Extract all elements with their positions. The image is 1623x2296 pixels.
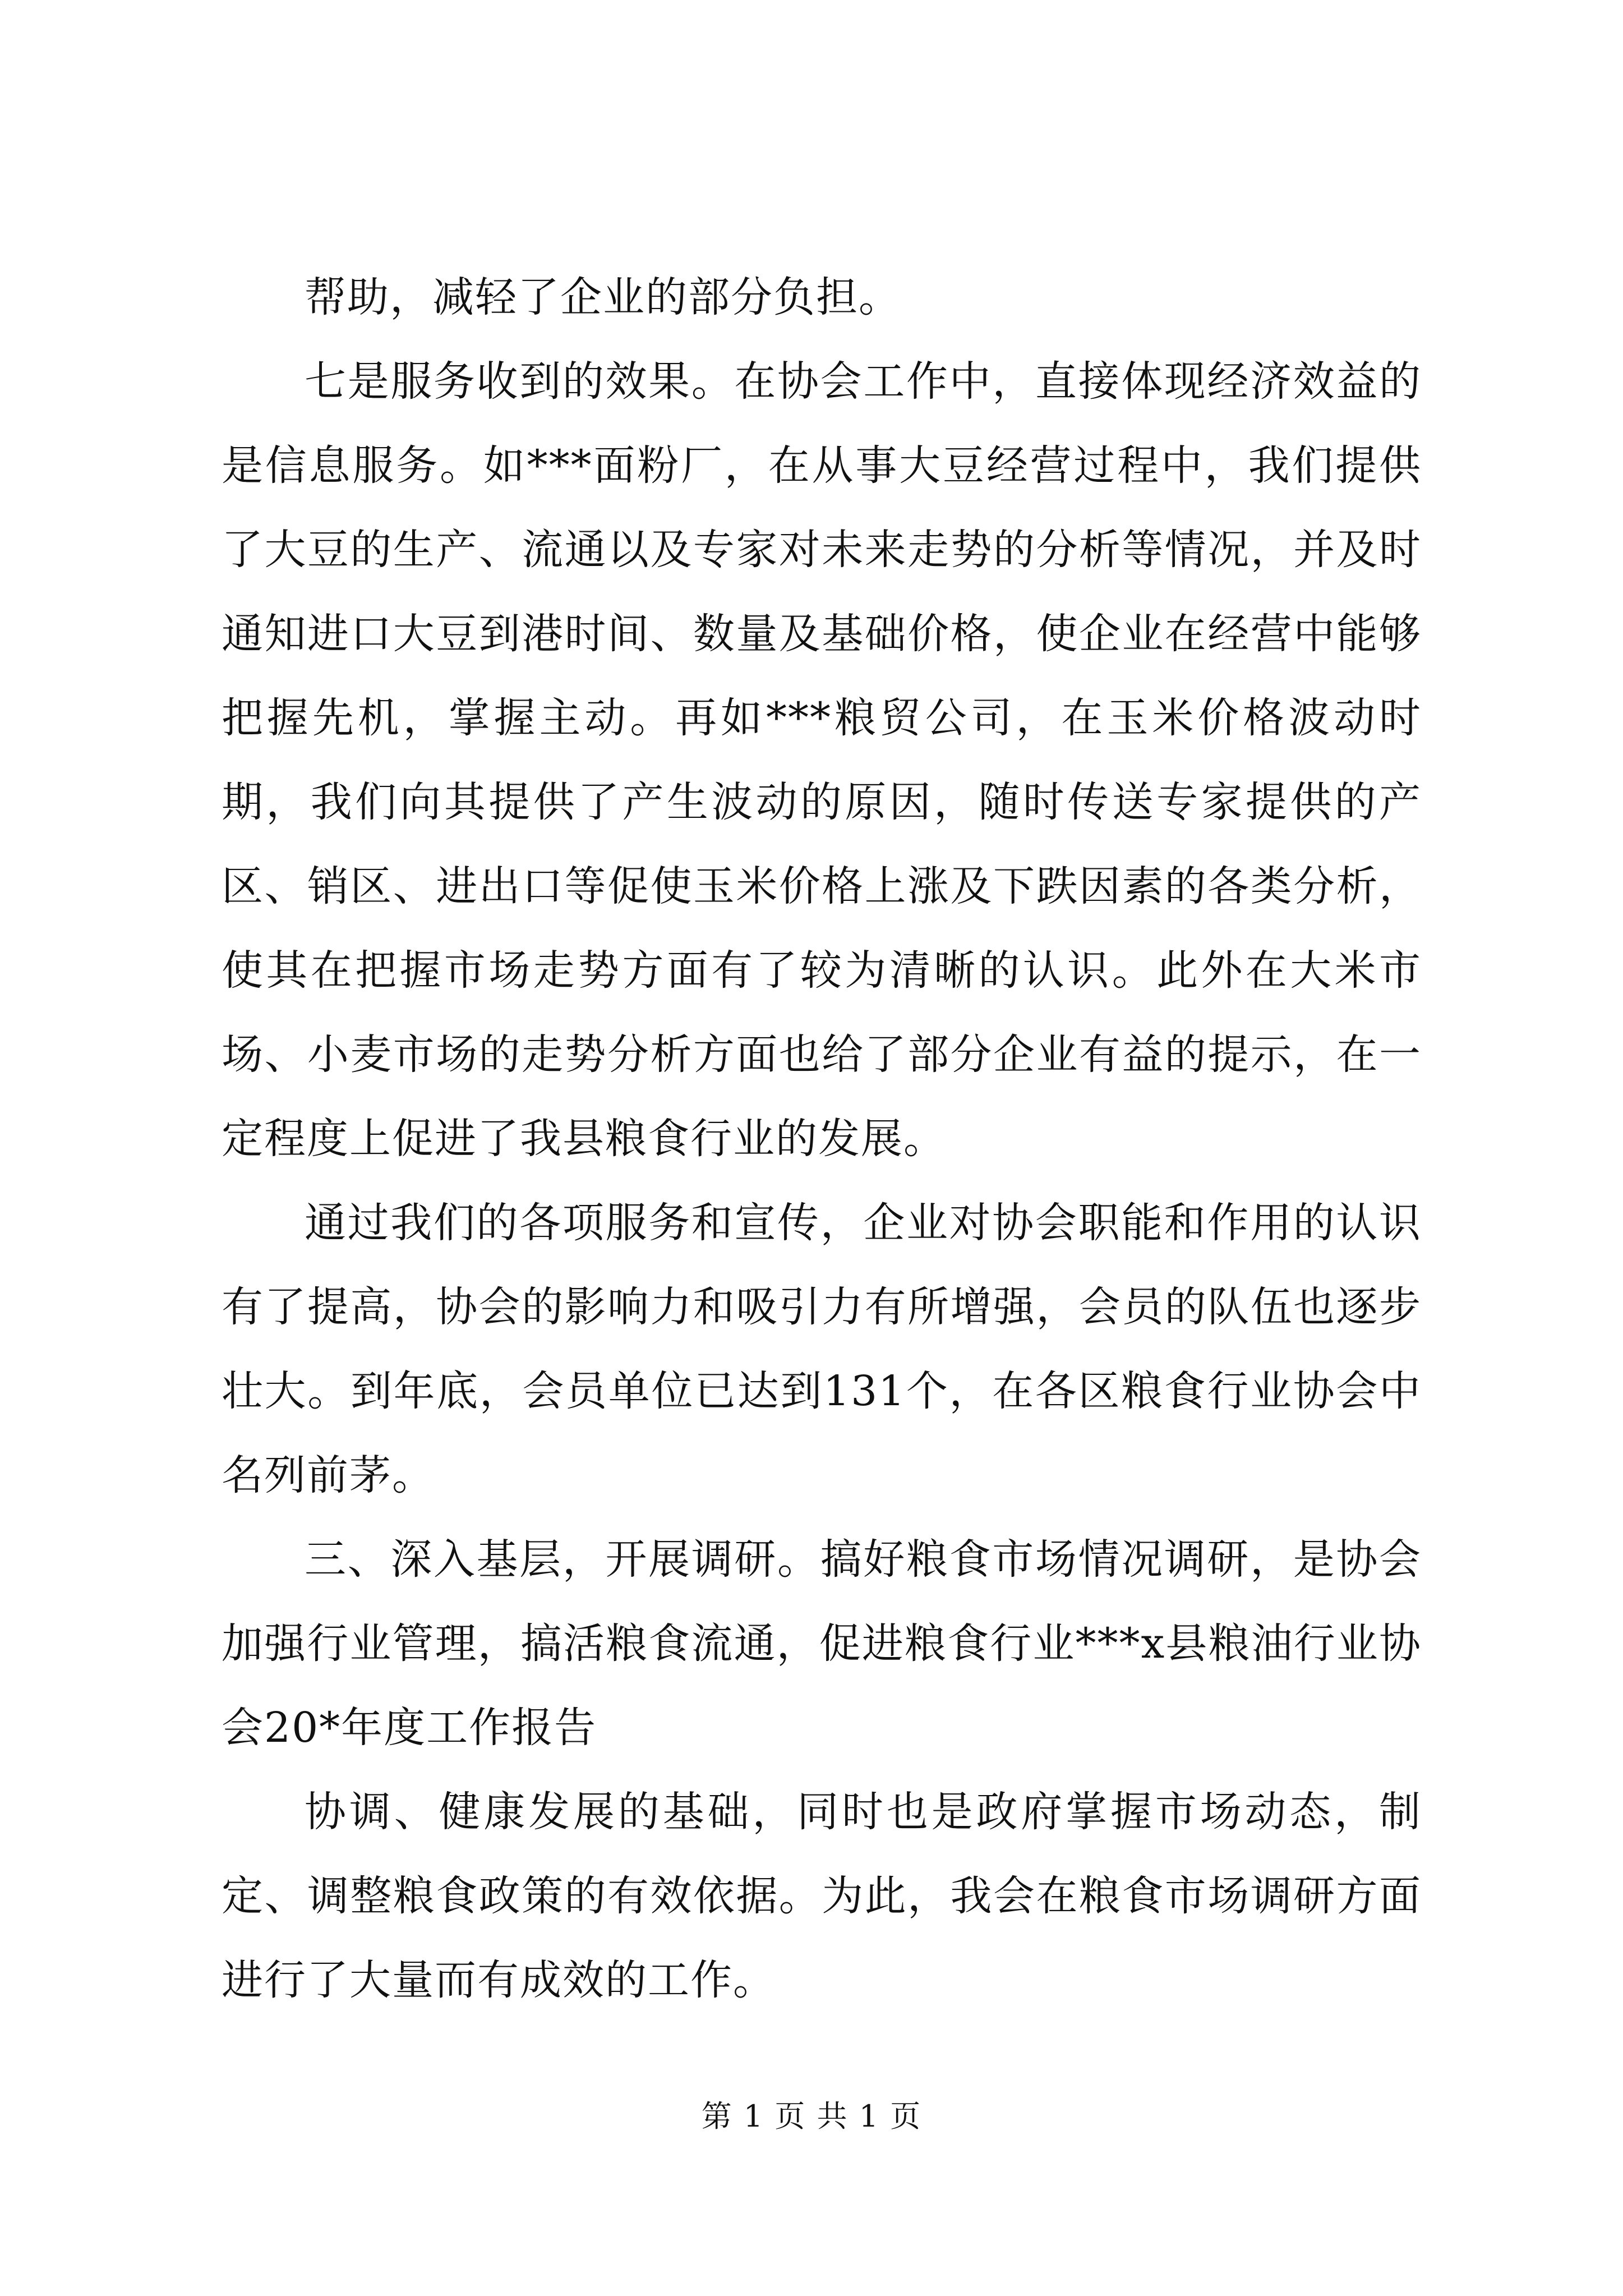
paragraph: 协调、健康发展的基础，同时也是政府掌握市场动态，制定、调整粮食政策的有效依据。为此，我会在粮食市场调研方面进行了大量而有成效的工作。: [222, 1788, 1422, 2004]
paragraph: 三、深入基层，开展调研。搞好粮食市场情况调研，是协会加强行业管理，搞活粮食流通，促进粮食行业***x县粮油行业协会20*年度工作报告: [222, 1535, 1422, 1752]
page-footer: 第 1 页 共 1 页: [701, 2099, 922, 2134]
paragraph: 七是服务收到的效果。在协会工作中，直接体现经济效益的是信息服务。如***面粉厂，在从事大豆经营过程中，我们提供了大豆的生产、流通以及专家对未来走势的分析等情况，并及时通知进口大豆到港时间、数量及基础价格，使企业在经营中能够把握先机，掌握主动。再如***粮贸公司，在玉米价格波动时期，我们向其提供了产生波动的原因，随时传送专家提供的产区、销区、进出口等促使玉米价格上涨及下跌因素的各类分析，使其在把握市场走势方面有了较为清晰的认识。此外在大米市场、小麦市场的走势分析方面也给了部分企业有益的提示，在一定程度上促进了我县粮食行业的发展。: [222, 357, 1422, 1163]
paragraph: 帮助，减轻了企业的部分负担。: [305, 273, 901, 321]
document-body: [222, 255, 1422, 2022]
paragraph: 通过我们的各项服务和宣传，企业对协会职能和作用的认识有了提高，协会的影响力和吸引力有所增强，会员的队伍也逐步壮大。到年底，会员单位已达到131个，在各区粮食行业协会中名列前茅。: [222, 1199, 1422, 1499]
